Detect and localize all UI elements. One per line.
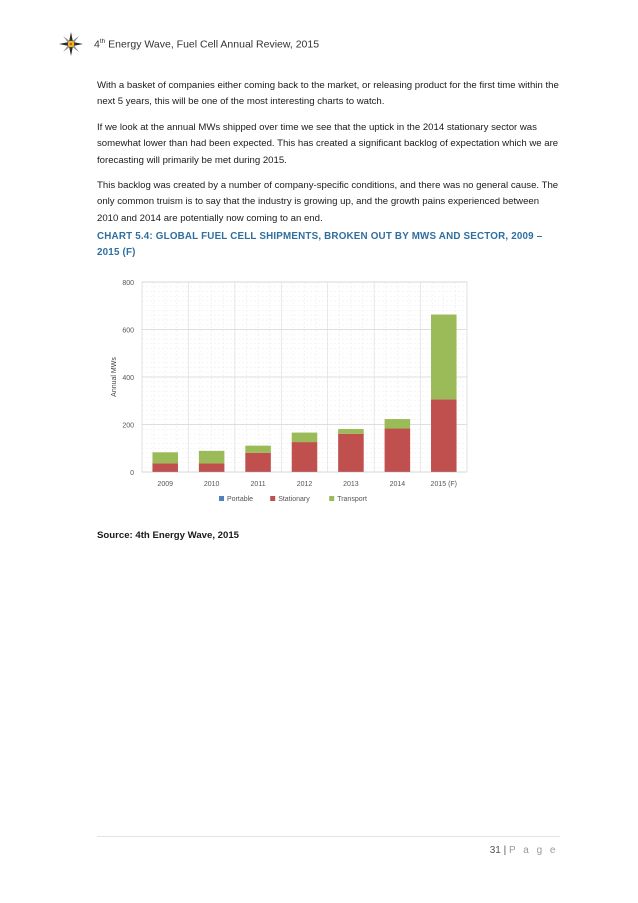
y-tick-label: 400 — [122, 375, 134, 382]
chart-caption: CHART 5.4: GLOBAL FUEL CELL SHIPMENTS, BROKEN OUT BY MWS AND SECTOR, 2009 – 2015 (F) — [97, 231, 543, 258]
y-tick-label: 0 — [130, 470, 134, 477]
x-tick-label: 2009 — [157, 481, 174, 488]
legend-label-transport: Transport — [337, 496, 367, 503]
bar-transport — [338, 429, 364, 434]
legend-label-stationary: Stationary — [278, 496, 310, 503]
bar-transport — [292, 433, 318, 443]
legend-swatch-portable — [219, 496, 224, 501]
page-footer — [490, 845, 558, 856]
source-note: Source: 4th Energy Wave, 2015 — [97, 530, 240, 541]
y-axis-label: Annual MWs — [111, 357, 118, 397]
page-number: 31 — [489, 845, 501, 856]
header-title: 4th Energy Wave, Fuel Cell Annual Review, 2015 — [94, 37, 320, 51]
x-tick-label: 2013 — [343, 481, 359, 488]
x-tick-label: 2015 (F) — [430, 481, 458, 488]
compass-logo-icon — [58, 31, 84, 57]
bar-stationary — [199, 463, 225, 471]
bar-stationary — [292, 442, 318, 472]
bar-stationary — [338, 434, 364, 472]
x-tick-label: 2011 — [250, 481, 266, 488]
page-word: P a g e — [508, 845, 558, 856]
bar-stationary — [431, 399, 457, 471]
paragraph: If we look at the annual MWs shipped over time we see that the uptick in the 2014 stationary sector was somewhat lower than had been expected. This has created a significant backlog of expectation which we are forecasting will primarily be met during 2015. — [97, 121, 559, 166]
stacked-bar-chart — [97, 270, 497, 515]
page-header — [58, 30, 319, 58]
bar-stationary — [152, 463, 178, 471]
bar-transport — [152, 452, 178, 463]
bar-transport — [199, 451, 225, 464]
paragraph: With a basket of companies either coming back to the market, or releasing product for the first time within the next 5 years, this will be one of the most interesting charts to watch. — [97, 80, 559, 108]
footer-divider — [97, 836, 560, 837]
paragraph: This backlog was created by a number of company-specific conditions, and there was no general cause. The only common truism is to say that the industry is growing up, and the growth pains experienced between 2010 and 2014 are potentially now coming to an end. — [97, 180, 559, 224]
y-tick-label: 600 — [122, 327, 134, 335]
y-tick-label: 800 — [122, 280, 134, 287]
x-tick-label: 2010 — [203, 481, 220, 488]
x-tick-label: 2014 — [389, 481, 406, 488]
x-tick-label: 2012 — [296, 481, 313, 488]
bar-transport — [385, 419, 411, 429]
bar-transport — [431, 315, 457, 400]
bar-stationary — [385, 429, 411, 472]
body-text — [97, 78, 560, 236]
y-tick-label: 200 — [122, 422, 134, 430]
legend-swatch-stationary — [270, 496, 275, 501]
bar-transport — [245, 446, 271, 453]
legend-label-portable: Portable — [227, 496, 254, 503]
footer-separator: | — [503, 845, 507, 856]
bar-stationary — [245, 453, 271, 472]
legend-swatch-transport — [329, 496, 334, 501]
